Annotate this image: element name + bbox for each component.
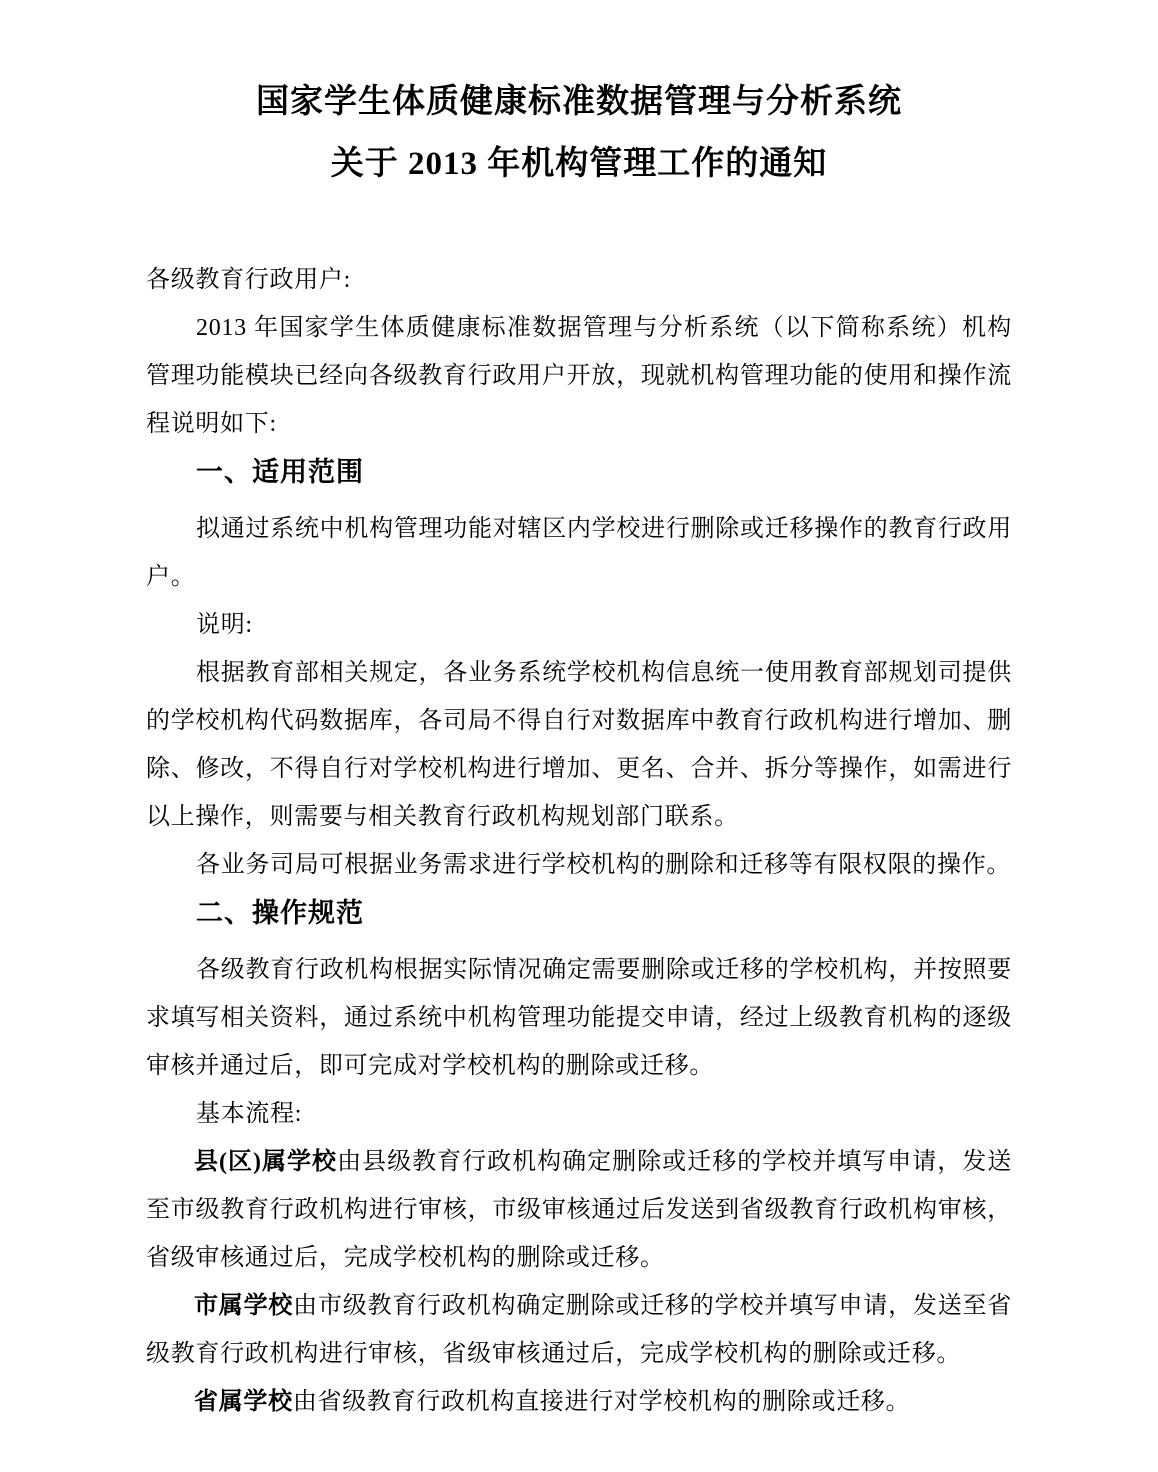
- flow-county-lead: 县(区)属学校: [194, 1149, 338, 1175]
- flow-paragraph-city: [146, 1282, 1012, 1378]
- section-1-scope-paragraph: 拟通过系统中机构管理功能对辖区内学校进行删除或迁移操作的教育行政用户。: [146, 516, 1012, 590]
- document-body: [146, 256, 1012, 1426]
- flow-city-text: 由市级教育行政机构确定删除或迁移的学校并填写申请，发送至省级教育行政机构进行审核，省级审核通过后，完成学校机构的删除或迁移。: [146, 1293, 1012, 1367]
- section-2-procedure-paragraph: 各级教育行政机构根据实际情况确定需要删除或迁移的学校机构，并按照要求填写相关资料，通过系统中机构管理功能提交申请，经过上级教育机构的逐级审核并通过后，即可完成对学校机构的删除或迁移。: [146, 957, 1012, 1079]
- flow-paragraph-province: [146, 1378, 1012, 1426]
- section-1-note-paragraph: 根据教育部相关规定，各业务系统学校机构信息统一使用教育部规划司提供的学校机构代码数据库，各司局不得自行对数据库中教育行政机构进行增加、删除、修改，不得自行对学校机构进行增加、更名、合并、拆分等操作，如需进行以上操作，则需要与相关教育行政机构规划部门联系。: [146, 660, 1012, 830]
- document-title-line-2: 关于 2013 年机构管理工作的通知: [330, 146, 828, 182]
- section-1-note-label: 说明:: [196, 612, 253, 638]
- intro-paragraph: 2013 年国家学生体质健康标准数据管理与分析系统（以下简称系统）机构管理功能模块已经向各级教育行政用户开放，现就机构管理功能的使用和操作流程说明如下:: [146, 315, 1012, 437]
- section-1-note2-paragraph: 各业务司局可根据业务需求进行学校机构的删除和迁移等有限权限的操作。: [196, 852, 1012, 878]
- flow-province-text: 由省级教育行政机构直接进行对学校机构的删除或迁移。: [292, 1389, 911, 1415]
- flow-paragraph-county: [146, 1138, 1012, 1282]
- section-1-heading: 一、适用范围: [196, 457, 364, 487]
- document-title-block: [146, 80, 1012, 186]
- salutation: 各级教育行政用户:: [146, 267, 351, 293]
- section-2-heading: 二、操作规范: [196, 898, 364, 928]
- basic-flow-label: 基本流程:: [196, 1101, 303, 1127]
- flow-province-lead: 省属学校: [194, 1389, 293, 1415]
- flow-county-text: 由县级教育行政机构确定删除或迁移的学校并填写申请，发送至市级教育行政机构进行审核，市级审核通过后发送到省级教育行政机构审核，省级审核通过后，完成学校机构的删除或迁移。: [146, 1149, 1012, 1271]
- flow-city-lead: 市属学校: [194, 1293, 294, 1319]
- document-title-line-1: 国家学生体质健康标准数据管理与分析系统: [256, 84, 902, 120]
